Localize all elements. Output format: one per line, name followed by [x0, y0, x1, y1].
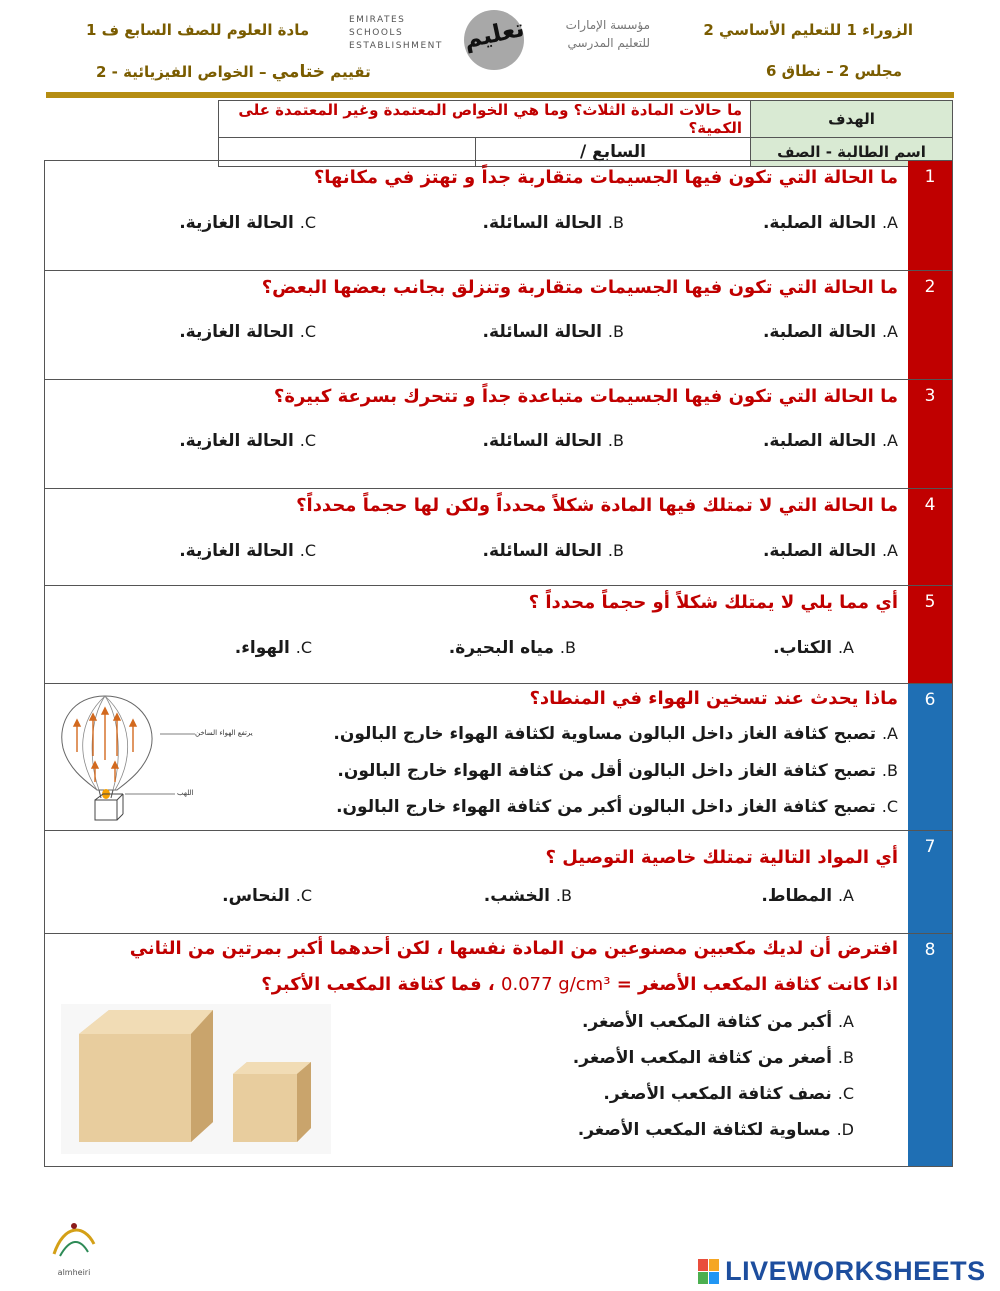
option-text: النحاس. [222, 886, 290, 906]
liveworksheets-text: LIVEWORKSHEETS [725, 1256, 986, 1286]
class-field[interactable]: السابع / [476, 138, 751, 167]
cubes-icon [61, 1004, 331, 1154]
school-name: الزوراء 1 للتعليم الأساسي 2 [703, 21, 913, 39]
option-text: الحالة الصلبة. [762, 431, 877, 451]
hot-air-balloon-illustration [55, 690, 255, 826]
question-number: 2 [908, 271, 952, 379]
option-letter: B. [555, 886, 572, 905]
question-number: 3 [908, 380, 952, 488]
almheiri-logo [44, 1214, 104, 1277]
arabic-logo-line1: مؤسسة الإمارات [565, 18, 650, 32]
option-b[interactable] [483, 431, 624, 451]
option-text: الحالة الغازية. [179, 322, 294, 342]
option-text: أكبر من كثافة المكعب الأصغر. [582, 1012, 833, 1032]
option-text: الحالة الصلبة. [762, 213, 877, 233]
option-letter: C. [299, 541, 316, 560]
question-text: افترض أن لديك مكعبين مصنوعين من المادة نفسها ، لكن أحدهما أكبر بمرتين من الثاني [129, 938, 898, 959]
option-letter: B. [607, 431, 624, 450]
option-letter: C. [299, 213, 316, 232]
option-text: الحالة السائلة. [482, 431, 602, 451]
question-text: ماذا يحدث عند تسخين الهواء في المنطاد؟ [529, 688, 898, 709]
question-number: 5 [908, 586, 952, 683]
option-text: نصف كثافة المكعب الأصغر. [603, 1084, 832, 1104]
option-b[interactable] [337, 761, 898, 781]
calligraphy-logo-icon [44, 1214, 104, 1264]
wooden-cubes-image [61, 1004, 331, 1154]
question-4 [44, 488, 953, 586]
option-letter: A. [881, 541, 898, 560]
ese-logo [349, 14, 449, 53]
option-text: تصبح كثافة الغاز داخل البالون أقل من كثافة الهواء خارج البالون. [337, 761, 876, 781]
student-name-label: اسم الطالبة - الصف [751, 138, 953, 167]
option-letter: C. [295, 638, 312, 657]
question-6 [44, 683, 953, 831]
option-letter: A. [881, 724, 898, 743]
option-c[interactable] [235, 638, 312, 658]
assessment-bold: ختامي [271, 62, 326, 82]
header-divider [46, 92, 954, 98]
option-letter: B. [881, 761, 898, 780]
option-text: الكتاب. [773, 638, 833, 658]
option-letter: A. [837, 1012, 854, 1031]
density-question: ، فما كثافة المكعب الأكبر؟ [261, 974, 495, 995]
question-number: 6 [908, 684, 952, 830]
option-letter: C. [295, 886, 312, 905]
almheiri-caption: almheiri [57, 1268, 91, 1277]
option-text: أصغر من كثافة المكعب الأصغر. [572, 1048, 832, 1068]
option-letter: B. [607, 322, 624, 341]
question-5 [44, 585, 953, 684]
option-a[interactable] [763, 213, 898, 233]
option-text: الخشب. [483, 886, 550, 906]
option-letter: B. [837, 1048, 854, 1067]
option-d[interactable] [578, 1120, 854, 1140]
ese-logo-line2: ESTABLISHMENT [349, 41, 443, 51]
option-letter: C. [881, 797, 898, 816]
option-text: تصبح كثافة الغاز داخل البالون مساوية لكثافة الهواء خارج البالون. [333, 724, 877, 744]
assessment-prefix: تقييم [325, 63, 371, 81]
option-text: الحالة السائلة. [482, 322, 602, 342]
question-number: 8 [908, 934, 952, 1166]
question-8 [44, 933, 953, 1167]
option-text: الحالة الصلبة. [762, 322, 877, 342]
assessment-rest: – الخواص الفيزيائية - 2 [96, 63, 272, 81]
objective-label: الهدف [751, 101, 953, 138]
question-text: أي المواد التالية تمتلك خاصية التوصيل ؟ [545, 847, 898, 868]
question-number: 4 [908, 489, 952, 585]
question-number: 7 [908, 831, 952, 933]
option-b[interactable] [483, 541, 624, 561]
question-text: ما الحالة التي تكون فيها الجسيمات متقاربة وتنزلق بجانب بعضها البعض؟ [261, 277, 898, 298]
option-letter: C. [299, 431, 316, 450]
option-text: الحالة الغازية. [179, 213, 294, 233]
ese-logo-line1: EMIRATES SCHOOLS [349, 15, 406, 38]
option-c[interactable] [179, 322, 316, 342]
question-2 [44, 270, 953, 380]
option-b[interactable] [483, 213, 624, 233]
option-text: الحالة السائلة. [482, 541, 602, 561]
option-letter: A. [881, 322, 898, 341]
option-letter: C. [299, 322, 316, 341]
option-letter: D. [836, 1120, 854, 1139]
option-text: الهواء. [234, 638, 290, 658]
option-a[interactable] [333, 724, 898, 744]
option-c[interactable] [603, 1084, 854, 1104]
question-3 [44, 379, 953, 489]
option-letter: B. [607, 213, 624, 232]
subject-title: مادة العلوم للصف السابع ف 1 [86, 21, 310, 39]
question-text: ما الحالة التي تكون فيها الجسيمات متباعدة جداً و تتحرك بسرعة كبيرة؟ [273, 386, 898, 407]
option-b[interactable] [483, 322, 624, 342]
density-value: 0.077 g/cm³ [501, 974, 611, 995]
option-text: المطاط. [761, 886, 833, 906]
option-text: مساوية لكثافة المكعب الأصغر. [577, 1120, 831, 1140]
option-text: الحالة الغازية. [179, 541, 294, 561]
option-letter: A. [881, 431, 898, 450]
balloon-icon [55, 690, 255, 826]
council-name: مجلس 2 – نطاق 6 [766, 62, 902, 80]
option-a[interactable] [773, 638, 854, 658]
option-c[interactable] [179, 213, 316, 233]
option-text: تصبح كثافة الغاز داخل البالون أكبر من كثافة الهواء خارج البالون. [336, 797, 876, 817]
option-letter: A. [837, 886, 854, 905]
info-table [218, 100, 953, 167]
question-1 [44, 160, 953, 271]
option-b[interactable] [573, 1048, 854, 1068]
taleem-logo [462, 8, 526, 72]
live-badge-icon [698, 1259, 720, 1285]
option-c[interactable] [179, 431, 316, 451]
option-letter: A. [881, 213, 898, 232]
question-text: أي مما يلي لا يمتلك شكلاً أو حجماً محدداً ؟ [528, 592, 898, 613]
option-letter: B. [607, 541, 624, 560]
question-text: ما الحالة التي لا تمتلك فيها المادة شكلاً محدداً ولكن لها حجماً محدداً؟ [296, 495, 898, 516]
option-b[interactable] [484, 886, 572, 906]
option-text: الحالة الصلبة. [762, 541, 877, 561]
objective-text: ما حالات المادة الثلاث؟ وما هي الخواص المعتمدة وغير المعتمدة على الكمية؟ [219, 101, 751, 138]
question-text-line2 [261, 974, 898, 995]
hot-air-rises-label: يرتفع الهواء الساخن [195, 729, 253, 737]
option-a[interactable] [582, 1012, 854, 1032]
taleem-logo-text: تعليم [461, 13, 527, 55]
option-a[interactable] [763, 322, 898, 342]
option-text: الحالة السائلة. [482, 213, 602, 233]
option-b[interactable] [449, 638, 576, 658]
option-a[interactable] [763, 541, 898, 561]
option-letter: A. [837, 638, 854, 657]
option-c[interactable] [336, 797, 898, 817]
arabic-foundation-logo [545, 16, 650, 52]
option-c[interactable] [222, 886, 312, 906]
liveworksheets-logo [698, 1256, 986, 1284]
option-a[interactable] [761, 886, 854, 906]
density-intro: اذا كانت كثافة المكعب الأصغر = [610, 974, 898, 995]
option-a[interactable] [763, 431, 898, 451]
question-number: 1 [908, 161, 952, 270]
question-7 [44, 830, 953, 934]
question-text: ما الحالة التي تكون فيها الجسيمات متقاربة جداً و تهتز في مكانها؟ [313, 167, 898, 188]
option-letter: C. [837, 1084, 854, 1103]
flame-label: اللهب [177, 789, 194, 797]
option-text: الحالة الغازية. [179, 431, 294, 451]
assessment-title [96, 62, 371, 82]
option-letter: B. [559, 638, 576, 657]
option-text: مياه البحيرة. [448, 638, 554, 658]
option-c[interactable] [179, 541, 316, 561]
arabic-logo-line2: للتعليم المدرسي [567, 36, 650, 50]
